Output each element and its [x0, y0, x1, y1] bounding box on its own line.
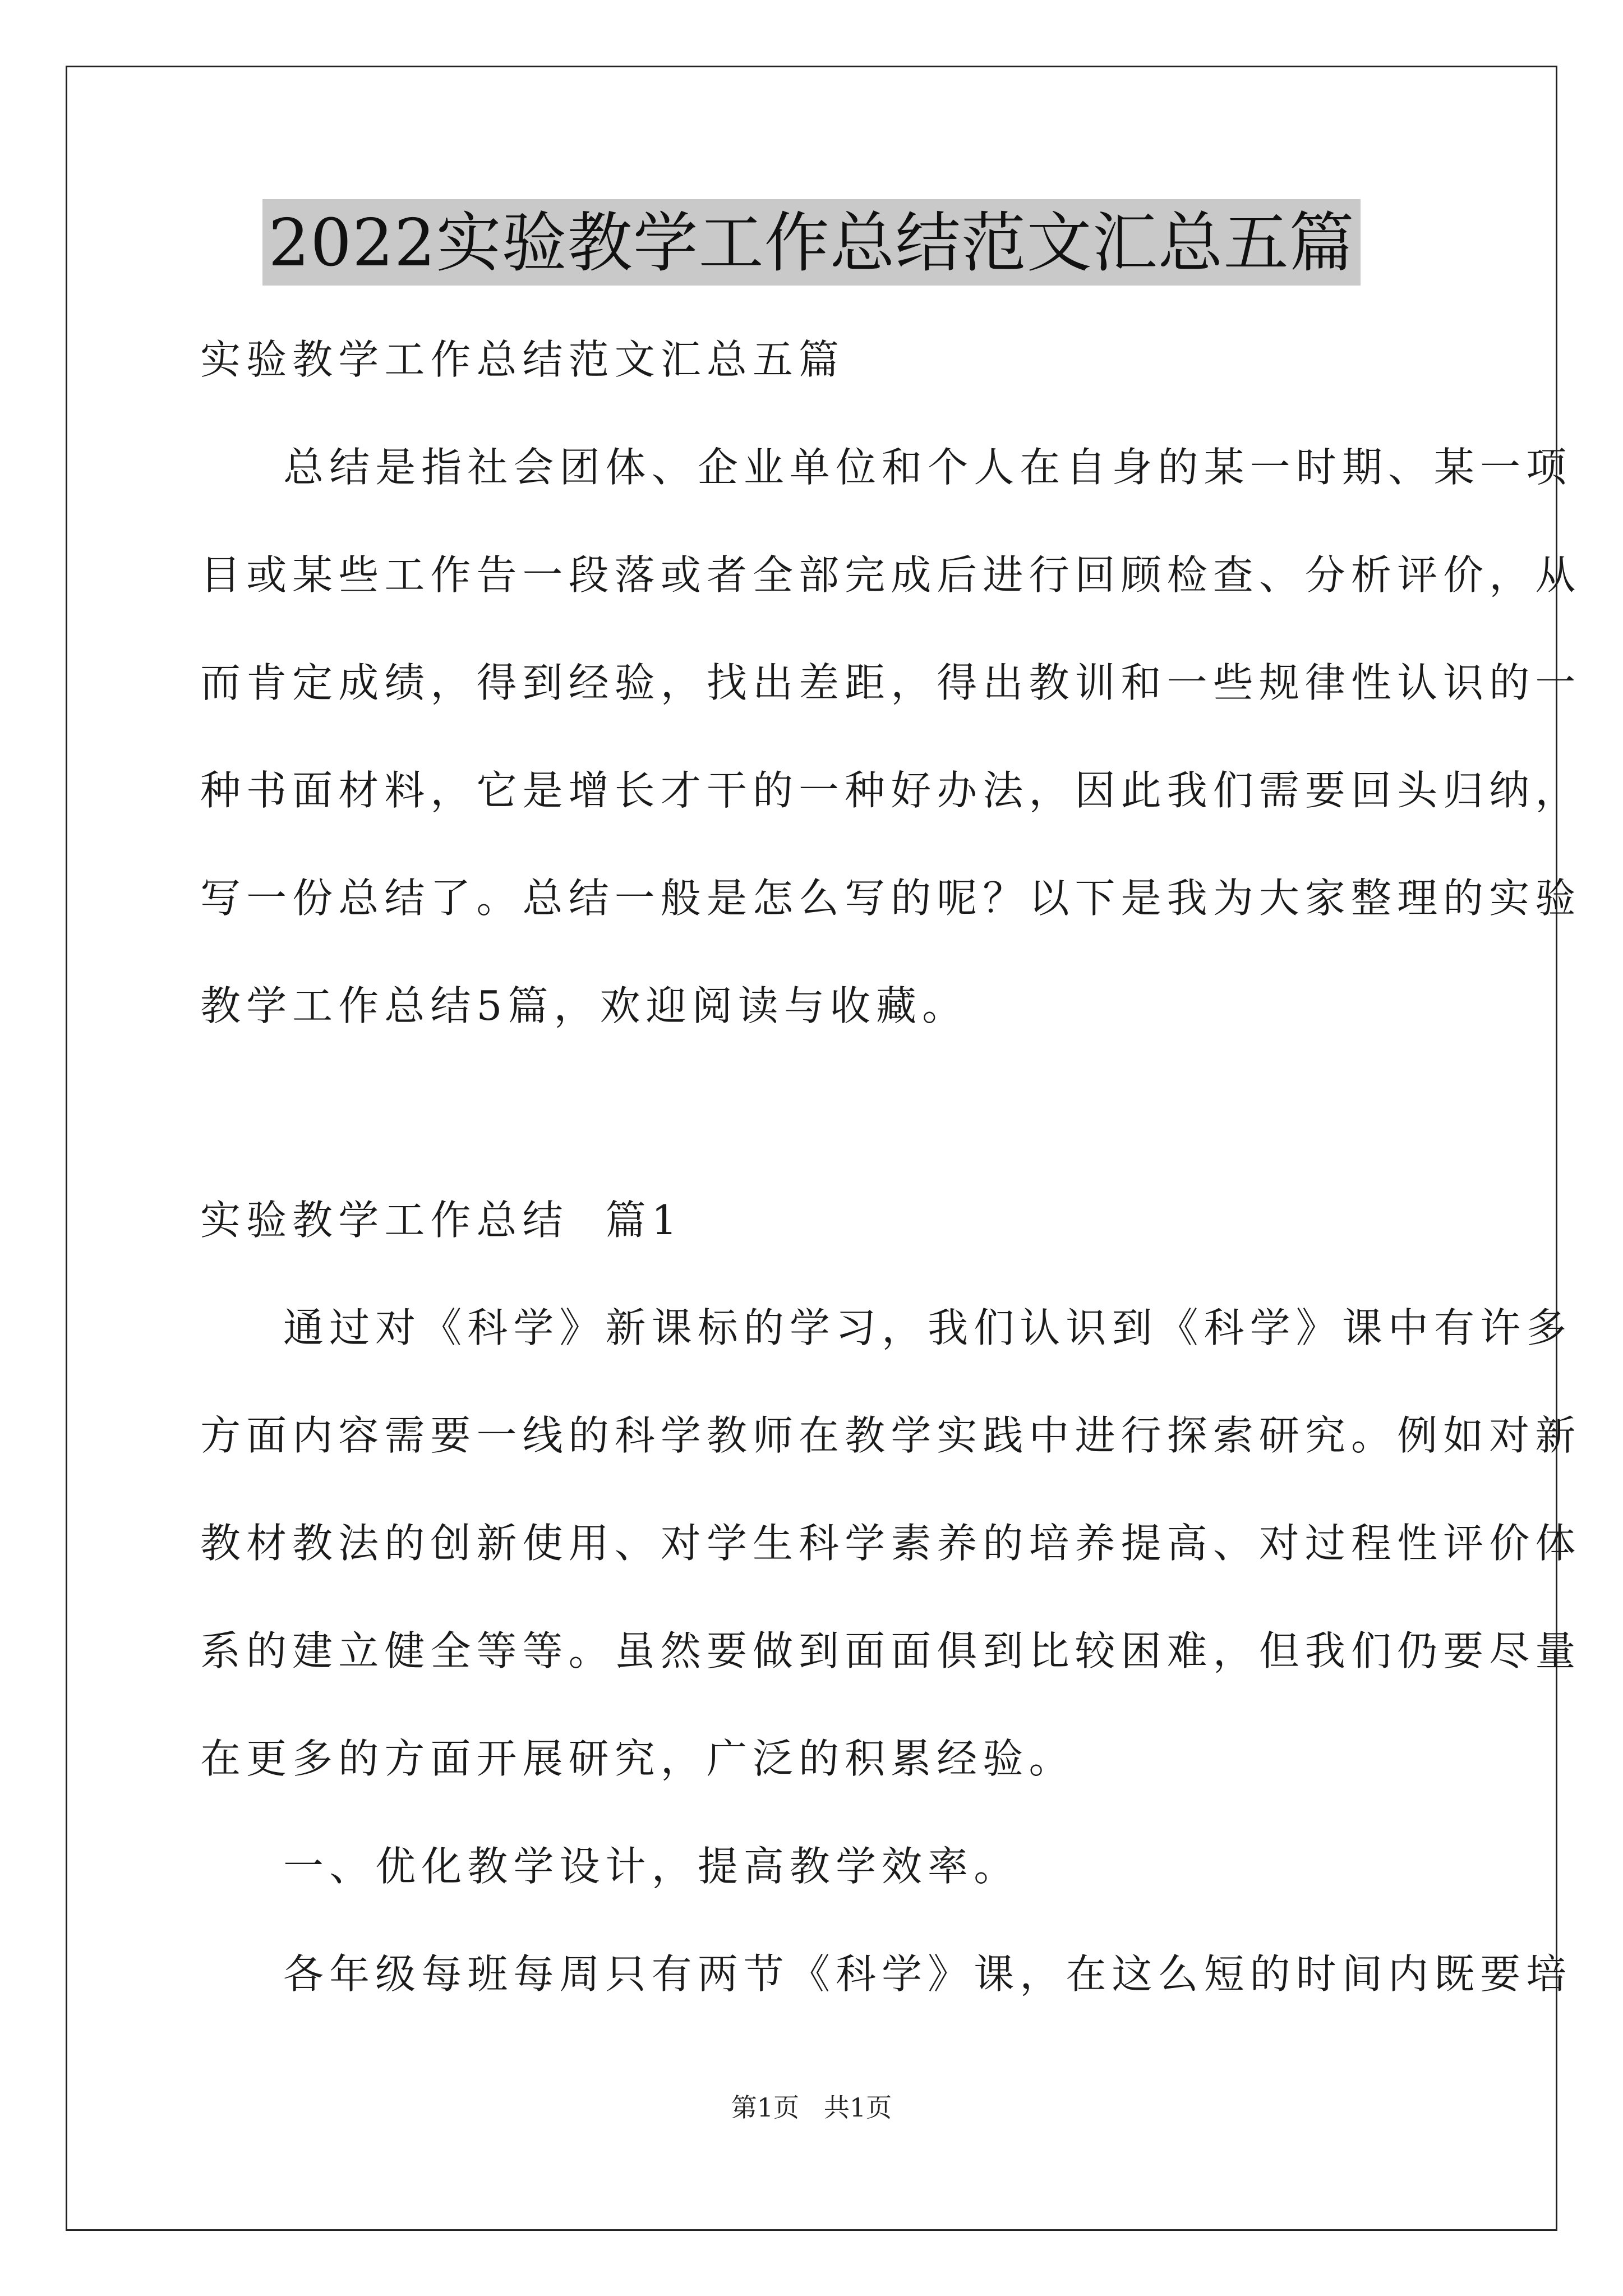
document-title: 2022实验教学工作总结范文汇总五篇 [262, 199, 1360, 286]
paragraph-line: 在更多的方面开展研究，广泛的积累经验。 [200, 1735, 1075, 1782]
paragraph-line: 总结是指社会团体、企业单位和个人在自身的某一时期、某一项 [283, 444, 1573, 491]
document-subtitle: 实验教学工作总结范文汇总五篇 [200, 336, 845, 383]
page-footer [0, 2091, 1623, 2124]
point-heading: 一、优化教学设计，提高教学效率。 [283, 1843, 1020, 1890]
paragraph-line: 各年级每班每周只有两节《科学》课，在这么短的时间内既要培 [283, 1950, 1573, 1998]
page-number: 第1页 共1页 [731, 2092, 892, 2123]
paragraph-line: 写一份总结了。总结一般是怎么写的呢？以下是我为大家整理的实验 [200, 875, 1581, 922]
paragraph-line: 系的建立健全等等。虽然要做到面面俱到比较困难，但我们仍要尽量 [200, 1627, 1581, 1674]
title-container [0, 199, 1623, 286]
paragraph-line: 方面内容需要一线的科学教师在教学实践中进行探索研究。例如对新 [200, 1412, 1581, 1459]
document-body [200, 306, 1581, 2028]
paragraph-line: 而肯定成绩，得到经验，找出差距，得出教训和一些规律性认识的一 [200, 659, 1581, 706]
section-heading: 实验教学工作总结 篇1 [200, 1197, 683, 1244]
paragraph-line: 教学工作总结5篇，欢迎阅读与收藏。 [200, 982, 969, 1029]
paragraph-line: 目或某些工作告一段落或者全部完成后进行回顾检查、分析评价，从 [200, 551, 1581, 599]
paragraph-line: 教材教法的创新使用、对学生科学素养的培养提高、对过程性评价体 [200, 1520, 1581, 1567]
paragraph-line: 通过对《科学》新课标的学习，我们认识到《科学》课中有许多 [283, 1304, 1573, 1351]
paragraph-line: 种书面材料，它是增长才干的一种好办法，因此我们需要回头归纳， [200, 767, 1581, 814]
section-spacer [200, 1060, 1434, 1166]
